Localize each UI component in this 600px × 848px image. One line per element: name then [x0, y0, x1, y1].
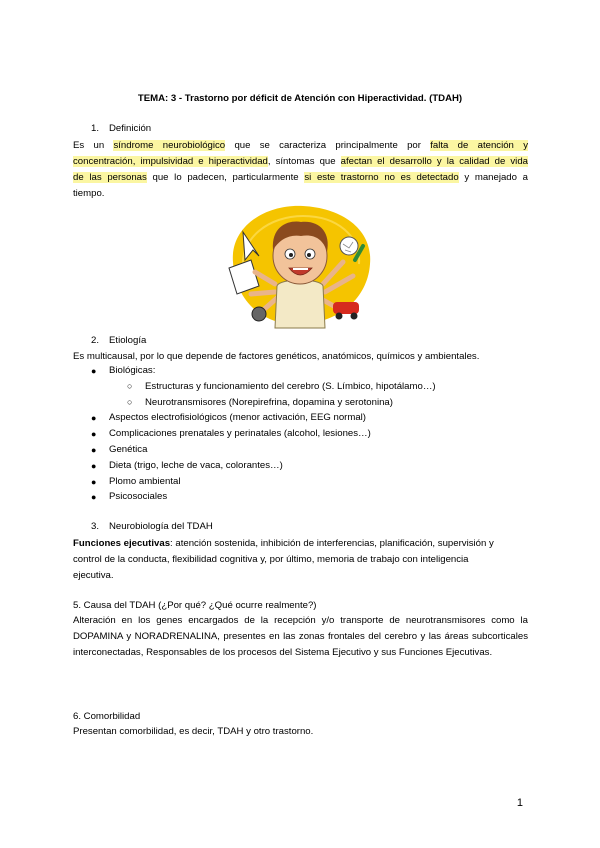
section-1-number: 1. [91, 123, 100, 134]
highlight: de las personas [73, 172, 147, 183]
text-run: Es un [73, 140, 114, 151]
child-illustration-svg [225, 202, 375, 330]
bullet-icon: ● [91, 445, 97, 455]
text-run: que se caracteriza principalmente por [225, 140, 431, 151]
text-run: DOPAMINA y NORADRENALINA, presentes en las zonas frontales del cerebro y las áreas subcorticales [73, 631, 528, 642]
page-number: 1 [516, 797, 523, 809]
list-item: Dieta (trigo, leche de vaca, colorantes…) [109, 460, 283, 471]
text-run: , síntomas que [267, 156, 341, 167]
hyperactive-child-illustration [225, 202, 375, 330]
list-item: Plomo ambiental [109, 476, 181, 487]
paper-ball [340, 237, 358, 255]
sub-bullet-icon: ○ [127, 397, 133, 407]
text-run: Alteración en los genes encargados de la recepción y/o transporte de neurotransmisores como la [73, 615, 528, 626]
sec5-line-2 [73, 628, 528, 645]
section-3-heading: Neurobiología del TDAH [109, 521, 213, 532]
section-6-heading: 6. Comorbilidad [73, 711, 141, 722]
sec3-line-3: ejecutiva. [73, 570, 114, 581]
sub-list-item: Neurotransmisores (Norepirefrina, dopamina y serotonina) [145, 397, 393, 408]
highlight: concentración, impulsividad e hiperactividad [73, 156, 268, 167]
page-title: TEMA: 3 - Trastorno por déficit de Atención con Hiperactividad. (TDAH) [137, 93, 463, 104]
sec5-line-1 [73, 612, 528, 629]
sub-list-item: Estructuras y funcionamiento del cerebro (S. Límbico, hipotálamo…) [145, 381, 436, 392]
bullet-icon: ● [91, 429, 97, 439]
pupil [289, 253, 293, 257]
bullet-icon: ● [91, 413, 97, 423]
sec1-line-2 [73, 153, 528, 170]
section-3-number: 3. [91, 521, 100, 532]
highlight: síndrome neurobiológico [113, 140, 226, 151]
highlight: afectan el desarrollo y la calidad de vida [340, 156, 528, 167]
sec6-line-1: Presentan comorbilidad, es decir, TDAH y otro trastorno. [73, 726, 314, 737]
toy-wheel [252, 307, 266, 321]
section-2-number: 2. [91, 335, 100, 346]
section-5-heading: 5. Causa del TDAH (¿Por qué? ¿Qué ocurre realmente?) [73, 600, 317, 611]
shirt [275, 280, 325, 328]
sec5-line-3: interconectadas, Responsables de los procesos del Sistema Ejecutivo y sus Funciones Ejecutivas. [73, 647, 493, 658]
pupil [307, 253, 311, 257]
bullet-icon: ● [91, 492, 97, 502]
bullet-icon: ● [91, 477, 97, 487]
bullet-icon: ● [91, 461, 97, 471]
list-item: Genética [109, 444, 148, 455]
section-2-intro: Es multicausal, por lo que depende de factores genéticos, anatómicos, químicos y ambientales. [73, 351, 480, 362]
sec3-line-1 [73, 535, 528, 552]
list-item: Complicaciones prenatales y perinatales (alcohol, lesiones…) [109, 428, 371, 439]
car-wheel [351, 313, 358, 320]
arm [251, 292, 275, 294]
highlight: falta de atención y [430, 140, 528, 151]
highlight: si este trastorno no es detectado [304, 172, 459, 183]
toy-car [333, 302, 359, 314]
section-2-heading: Etiología [109, 335, 147, 346]
list-item: Aspectos electrofisiológicos (menor activación, EEG normal) [109, 412, 367, 423]
list-item: Biológicas: [109, 365, 156, 376]
bullet-icon: ● [91, 366, 97, 376]
text-run: y manejado a [458, 172, 528, 183]
sub-bullet-icon: ○ [127, 381, 133, 391]
sec3-line-2: control de la conducta, flexibilidad cognitiva y, por último, memoria de trabajo con inteligencia [73, 554, 469, 565]
sec1-line-1 [73, 137, 528, 154]
text-run: : atención sostenida, inhibición de interferencias, planificación, supervisión y [170, 538, 494, 549]
sec1-line-4: tiempo. [73, 188, 105, 199]
section-1-heading: Definición [109, 123, 152, 134]
bold-term: Funciones ejecutivas [73, 538, 171, 549]
list-item: Psicosociales [109, 491, 168, 502]
text-run: que lo padecen, particularmente [146, 172, 305, 183]
car-wheel [336, 313, 343, 320]
sec1-line-3 [73, 169, 528, 186]
